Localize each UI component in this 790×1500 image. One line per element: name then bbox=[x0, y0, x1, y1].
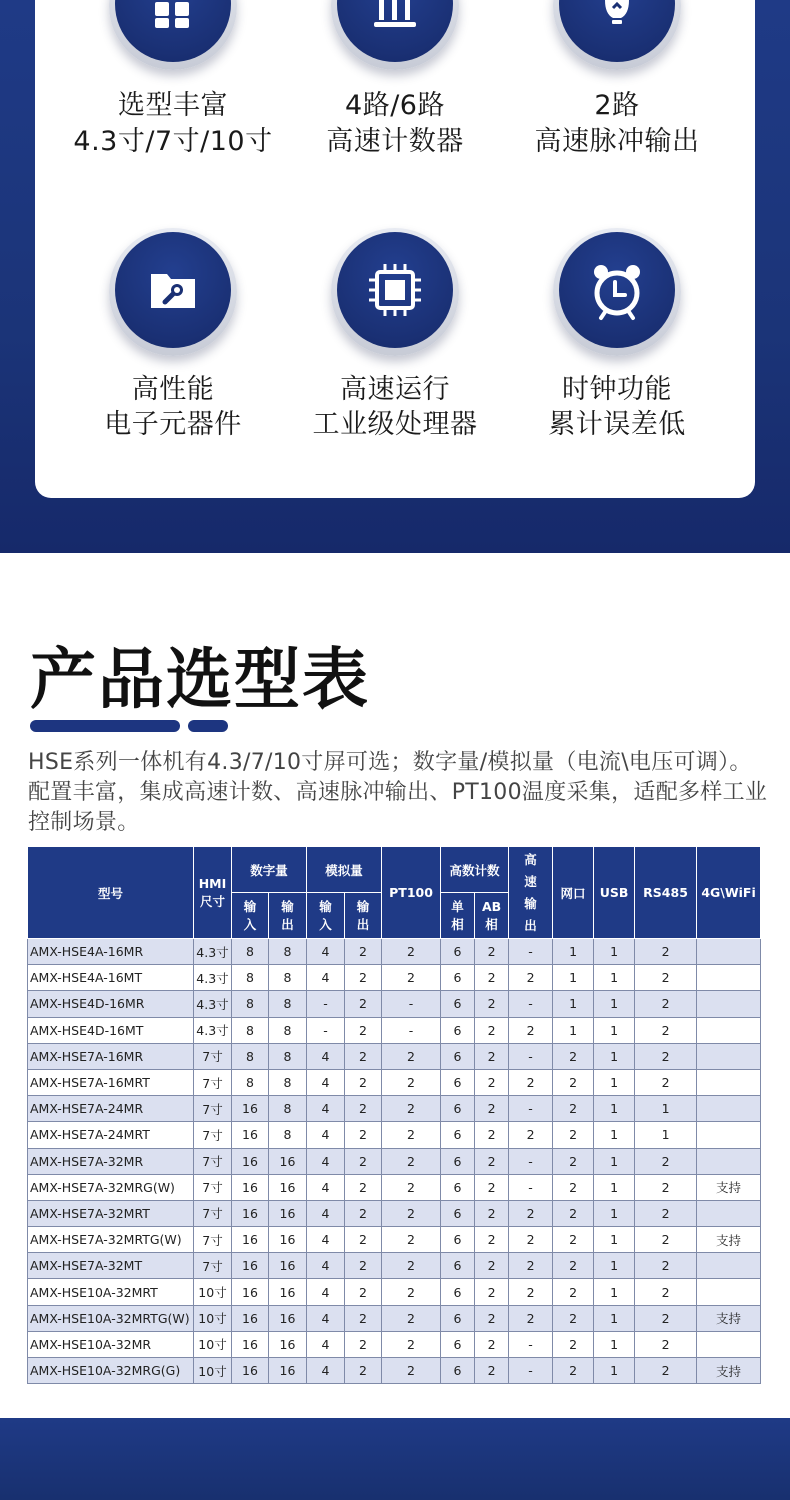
table-cell: 2 bbox=[635, 1200, 697, 1226]
alarm-clock-icon bbox=[585, 258, 649, 322]
table-cell: 支持 bbox=[697, 1174, 761, 1200]
section-intro: HSE系列一体机有4.3/7/10寸屏可选；数字量/模拟量（电流\电压可调）。配置丰富，集成高速计数、高速脉冲输出、PT100温度采集，适配多样工业控制场景。 bbox=[28, 750, 768, 835]
table-cell: 6 bbox=[441, 1122, 475, 1148]
table-row bbox=[28, 1174, 761, 1200]
table-cell: 2 bbox=[635, 1358, 697, 1384]
table-cell: 2 bbox=[475, 1069, 509, 1095]
table-cell: 2 bbox=[475, 965, 509, 991]
table-cell: 7寸 bbox=[194, 1043, 232, 1069]
table-row bbox=[28, 1148, 761, 1174]
table-cell: 2 bbox=[509, 1122, 553, 1148]
header-hsc-single: 单相 bbox=[441, 893, 475, 939]
table-cell: 16 bbox=[269, 1279, 307, 1305]
table-cell: 2 bbox=[553, 1200, 594, 1226]
table-row bbox=[28, 1069, 761, 1095]
table-cell: 2 bbox=[475, 1043, 509, 1069]
table-cell: 10寸 bbox=[194, 1331, 232, 1357]
table-cell: 2 bbox=[553, 1331, 594, 1357]
table-cell: 16 bbox=[269, 1253, 307, 1279]
table-cell: 2 bbox=[382, 1096, 441, 1122]
table-cell: 6 bbox=[441, 991, 475, 1017]
feature-label-line1: 高速运行 bbox=[340, 374, 450, 405]
feature-card bbox=[35, 0, 755, 498]
table-cell: 2 bbox=[509, 1253, 553, 1279]
table-cell: 2 bbox=[635, 1305, 697, 1331]
table-cell: 2 bbox=[382, 1069, 441, 1095]
table-cell bbox=[697, 1043, 761, 1069]
table-cell: - bbox=[382, 991, 441, 1017]
header-analog: 模拟量 bbox=[307, 847, 382, 893]
table-cell bbox=[697, 1096, 761, 1122]
table-cell: 8 bbox=[269, 1017, 307, 1043]
table-cell: 2 bbox=[345, 1096, 382, 1122]
table-cell: 1 bbox=[594, 1043, 635, 1069]
table-cell: 2 bbox=[553, 1253, 594, 1279]
table-cell: 4 bbox=[307, 1305, 345, 1331]
table-row bbox=[28, 1043, 761, 1069]
table-cell: 8 bbox=[232, 939, 269, 965]
table-cell: 2 bbox=[475, 1279, 509, 1305]
header-hmi: HMI尺寸 bbox=[194, 847, 232, 939]
table-cell: 4 bbox=[307, 1043, 345, 1069]
table-cell: 支持 bbox=[697, 1305, 761, 1331]
table-cell: 6 bbox=[441, 1253, 475, 1279]
table-cell: 2 bbox=[553, 1043, 594, 1069]
table-cell: 4 bbox=[307, 1174, 345, 1200]
header-digital-out: 输出 bbox=[269, 893, 307, 939]
table-cell: 16 bbox=[232, 1253, 269, 1279]
table-cell bbox=[697, 965, 761, 991]
table-cell: 2 bbox=[382, 1227, 441, 1253]
model-cell: AMX-HSE7A-32MR bbox=[28, 1148, 194, 1174]
table-cell: 7寸 bbox=[194, 1174, 232, 1200]
table-cell: 7寸 bbox=[194, 1227, 232, 1253]
table-cell: 4 bbox=[307, 1227, 345, 1253]
table-cell bbox=[697, 1069, 761, 1095]
table-cell: 16 bbox=[269, 1358, 307, 1384]
table-cell: 4 bbox=[307, 965, 345, 991]
table-row bbox=[28, 1331, 761, 1357]
feature-label-line2: 电子元器件 bbox=[104, 409, 242, 440]
model-cell: AMX-HSE7A-32MRG(W) bbox=[28, 1174, 194, 1200]
header-rs485: RS485 bbox=[635, 847, 697, 939]
table-cell: 2 bbox=[475, 1174, 509, 1200]
table-cell: 16 bbox=[232, 1174, 269, 1200]
feature-label-line1: 2路 bbox=[594, 90, 640, 121]
table-cell: 2 bbox=[553, 1227, 594, 1253]
table-cell: 6 bbox=[441, 1017, 475, 1043]
table-cell bbox=[697, 1017, 761, 1043]
table-cell: 支持 bbox=[697, 1227, 761, 1253]
section-title: 产品选型表 bbox=[30, 641, 370, 718]
table-row bbox=[28, 1096, 761, 1122]
table-cell: 8 bbox=[269, 991, 307, 1017]
table-cell: 2 bbox=[475, 1305, 509, 1331]
header-hspo: 高速输出 bbox=[509, 847, 553, 939]
table-cell: 2 bbox=[553, 1358, 594, 1384]
header-analog-in: 输入 bbox=[307, 893, 345, 939]
table-cell: 2 bbox=[382, 1331, 441, 1357]
table-cell: 2 bbox=[635, 1017, 697, 1043]
table-cell: 2 bbox=[382, 1358, 441, 1384]
table-cell: 2 bbox=[345, 1253, 382, 1279]
table-cell: 16 bbox=[232, 1358, 269, 1384]
model-cell: AMX-HSE7A-16MRT bbox=[28, 1069, 194, 1095]
table-cell: 8 bbox=[269, 1122, 307, 1148]
header-hsc: 高数计数 bbox=[441, 847, 509, 893]
table-cell: 2 bbox=[382, 1305, 441, 1331]
table-cell: 16 bbox=[232, 1200, 269, 1226]
table-cell: 1 bbox=[594, 1122, 635, 1148]
model-cell: AMX-HSE10A-32MRTG(W) bbox=[28, 1305, 194, 1331]
table-cell: 2 bbox=[382, 939, 441, 965]
table-row bbox=[28, 1279, 761, 1305]
table-cell: 6 bbox=[441, 1305, 475, 1331]
table-cell: 2 bbox=[475, 1148, 509, 1174]
feature-label-line2: 累计误差低 bbox=[548, 409, 686, 440]
table-cell: 2 bbox=[635, 1279, 697, 1305]
table-cell: 1 bbox=[594, 1017, 635, 1043]
table-cell bbox=[697, 1148, 761, 1174]
table-cell: 6 bbox=[441, 1148, 475, 1174]
table-cell: 4 bbox=[307, 1096, 345, 1122]
table-cell: 2 bbox=[635, 939, 697, 965]
table-cell: 8 bbox=[269, 939, 307, 965]
table-cell: 6 bbox=[441, 1331, 475, 1357]
model-cell: AMX-HSE4D-16MT bbox=[28, 1017, 194, 1043]
table-cell: 1 bbox=[635, 1122, 697, 1148]
table-cell: 2 bbox=[475, 991, 509, 1017]
table-cell: 2 bbox=[509, 1227, 553, 1253]
table-cell: 16 bbox=[232, 1148, 269, 1174]
cpu-chip-icon bbox=[363, 258, 427, 322]
table-cell: 1 bbox=[594, 1200, 635, 1226]
table-cell: 1 bbox=[594, 1174, 635, 1200]
table-cell: 2 bbox=[635, 1331, 697, 1357]
bar-columns-icon bbox=[365, 0, 425, 34]
spec-table bbox=[27, 846, 761, 1384]
table-row bbox=[28, 1305, 761, 1331]
feature-label-line2: 工业级处理器 bbox=[312, 409, 478, 440]
table-cell: 2 bbox=[345, 1279, 382, 1305]
table-cell: 2 bbox=[475, 1227, 509, 1253]
table-cell: 2 bbox=[475, 1331, 509, 1357]
table-cell: 2 bbox=[553, 1279, 594, 1305]
folder-wrench-icon bbox=[143, 260, 203, 320]
table-cell: 2 bbox=[382, 1043, 441, 1069]
table-cell: 4 bbox=[307, 1331, 345, 1357]
table-cell: 2 bbox=[345, 1174, 382, 1200]
feature-label-line2: 高速脉冲输出 bbox=[534, 126, 700, 157]
model-cell: AMX-HSE10A-32MRT bbox=[28, 1279, 194, 1305]
table-cell: 6 bbox=[441, 1227, 475, 1253]
table-cell: - bbox=[382, 1017, 441, 1043]
table-cell: 16 bbox=[269, 1331, 307, 1357]
model-cell: AMX-HSE7A-24MR bbox=[28, 1096, 194, 1122]
title-underline-short bbox=[188, 720, 228, 732]
table-cell: - bbox=[509, 1096, 553, 1122]
table-cell: 2 bbox=[509, 1200, 553, 1226]
table-cell: 16 bbox=[232, 1227, 269, 1253]
table-cell: 2 bbox=[509, 1305, 553, 1331]
table-cell: 6 bbox=[441, 1279, 475, 1305]
table-cell: 16 bbox=[232, 1279, 269, 1305]
table-cell: 2 bbox=[382, 1279, 441, 1305]
table-cell: 16 bbox=[232, 1305, 269, 1331]
table-cell: 2 bbox=[553, 1148, 594, 1174]
table-cell: 8 bbox=[269, 965, 307, 991]
feature-label-line1: 4路/6路 bbox=[345, 90, 445, 121]
table-cell: 1 bbox=[594, 1096, 635, 1122]
table-cell: 1 bbox=[594, 1305, 635, 1331]
feature-label-line2: 4.3寸/7寸/10寸 bbox=[73, 126, 273, 157]
table-cell: 2 bbox=[475, 1096, 509, 1122]
table-cell: 16 bbox=[269, 1174, 307, 1200]
header-hsc-ab: AB相 bbox=[475, 893, 509, 939]
table-cell: 1 bbox=[594, 1148, 635, 1174]
table-cell: 2 bbox=[382, 1122, 441, 1148]
table-cell: 2 bbox=[345, 1122, 382, 1148]
table-cell: 2 bbox=[635, 1069, 697, 1095]
table-cell: 1 bbox=[594, 1358, 635, 1384]
model-cell: AMX-HSE10A-32MR bbox=[28, 1331, 194, 1357]
table-cell: 2 bbox=[345, 1305, 382, 1331]
table-cell bbox=[697, 1253, 761, 1279]
table-cell: 1 bbox=[594, 965, 635, 991]
table-row bbox=[28, 1017, 761, 1043]
table-cell: 4 bbox=[307, 1069, 345, 1095]
table-cell: 4 bbox=[307, 1148, 345, 1174]
table-cell: 2 bbox=[345, 1200, 382, 1226]
header-digital-in: 输入 bbox=[232, 893, 269, 939]
table-cell: 16 bbox=[269, 1227, 307, 1253]
table-cell: 2 bbox=[509, 1069, 553, 1095]
table-cell: 10寸 bbox=[194, 1305, 232, 1331]
table-cell bbox=[697, 939, 761, 965]
table-cell: - bbox=[509, 1331, 553, 1357]
table-cell: 1 bbox=[553, 939, 594, 965]
table-cell: 2 bbox=[345, 965, 382, 991]
table-cell: 4 bbox=[307, 939, 345, 965]
table-row bbox=[28, 965, 761, 991]
table-cell bbox=[697, 1331, 761, 1357]
table-cell bbox=[697, 991, 761, 1017]
table-cell: - bbox=[509, 1148, 553, 1174]
table-cell: 16 bbox=[232, 1331, 269, 1357]
table-cell: 1 bbox=[635, 1096, 697, 1122]
table-cell: - bbox=[509, 1358, 553, 1384]
table-cell: - bbox=[307, 991, 345, 1017]
table-cell: 2 bbox=[553, 1305, 594, 1331]
table-cell: - bbox=[509, 991, 553, 1017]
header-pt100: PT100 bbox=[382, 847, 441, 939]
table-cell: 7寸 bbox=[194, 1096, 232, 1122]
table-row bbox=[28, 1253, 761, 1279]
table-cell: 7寸 bbox=[194, 1253, 232, 1279]
model-cell: AMX-HSE4D-16MR bbox=[28, 991, 194, 1017]
table-cell: 2 bbox=[345, 1069, 382, 1095]
table-cell: 4 bbox=[307, 1200, 345, 1226]
table-cell: 6 bbox=[441, 939, 475, 965]
table-cell: 2 bbox=[635, 1227, 697, 1253]
feature-label-line2: 高速计数器 bbox=[326, 126, 464, 157]
table-cell: 4 bbox=[307, 1279, 345, 1305]
table-row bbox=[28, 991, 761, 1017]
table-cell: 2 bbox=[345, 1331, 382, 1357]
model-cell: AMX-HSE10A-32MRG(G) bbox=[28, 1358, 194, 1384]
table-cell: 1 bbox=[594, 1227, 635, 1253]
table-cell: 2 bbox=[475, 1017, 509, 1043]
table-cell: 16 bbox=[232, 1122, 269, 1148]
table-cell: 2 bbox=[635, 1253, 697, 1279]
table-cell: 4.3寸 bbox=[194, 1017, 232, 1043]
table-cell: 2 bbox=[382, 1148, 441, 1174]
table-cell: 16 bbox=[269, 1200, 307, 1226]
table-row bbox=[28, 1200, 761, 1226]
table-cell: 8 bbox=[269, 1096, 307, 1122]
table-row bbox=[28, 1122, 761, 1148]
table-cell: 4 bbox=[307, 1253, 345, 1279]
table-cell: 2 bbox=[475, 1358, 509, 1384]
model-cell: AMX-HSE7A-32MRTG(W) bbox=[28, 1227, 194, 1253]
table-cell: 8 bbox=[269, 1043, 307, 1069]
table-cell: 4 bbox=[307, 1122, 345, 1148]
table-row bbox=[28, 939, 761, 965]
table-row bbox=[28, 1358, 761, 1384]
table-cell: 1 bbox=[553, 991, 594, 1017]
table-cell: 16 bbox=[269, 1305, 307, 1331]
table-cell: 2 bbox=[345, 1043, 382, 1069]
table-cell: 6 bbox=[441, 1043, 475, 1069]
model-cell: AMX-HSE4A-16MR bbox=[28, 939, 194, 965]
table-cell: 6 bbox=[441, 1096, 475, 1122]
table-cell: 2 bbox=[635, 1148, 697, 1174]
table-cell: 1 bbox=[594, 939, 635, 965]
table-cell: 6 bbox=[441, 1174, 475, 1200]
table-cell: 4 bbox=[307, 1358, 345, 1384]
header-eth: 网口 bbox=[553, 847, 594, 939]
table-cell: 2 bbox=[475, 1122, 509, 1148]
table-cell: - bbox=[509, 1043, 553, 1069]
spec-table-body bbox=[28, 939, 761, 1384]
table-cell: 2 bbox=[475, 939, 509, 965]
table-cell: 2 bbox=[382, 1253, 441, 1279]
table-cell: 2 bbox=[509, 1279, 553, 1305]
table-cell bbox=[697, 1200, 761, 1226]
table-cell: - bbox=[509, 1174, 553, 1200]
table-cell: 2 bbox=[635, 965, 697, 991]
model-cell: AMX-HSE7A-16MR bbox=[28, 1043, 194, 1069]
table-cell: 2 bbox=[635, 991, 697, 1017]
table-cell: 2 bbox=[382, 1200, 441, 1226]
table-cell: 2 bbox=[345, 1017, 382, 1043]
model-cell: AMX-HSE7A-24MRT bbox=[28, 1122, 194, 1148]
table-cell: 2 bbox=[553, 1174, 594, 1200]
table-cell bbox=[697, 1279, 761, 1305]
table-cell: 10寸 bbox=[194, 1358, 232, 1384]
table-cell: 2 bbox=[635, 1174, 697, 1200]
model-cell: AMX-HSE7A-32MT bbox=[28, 1253, 194, 1279]
table-cell: 7寸 bbox=[194, 1200, 232, 1226]
table-cell: 6 bbox=[441, 1069, 475, 1095]
table-cell: 10寸 bbox=[194, 1279, 232, 1305]
table-cell: 4.3寸 bbox=[194, 965, 232, 991]
table-cell: 8 bbox=[232, 965, 269, 991]
table-cell: 7寸 bbox=[194, 1148, 232, 1174]
table-row bbox=[28, 1227, 761, 1253]
table-cell: 6 bbox=[441, 1200, 475, 1226]
table-cell: 支持 bbox=[697, 1358, 761, 1384]
table-cell: 2 bbox=[345, 1148, 382, 1174]
table-cell: 7寸 bbox=[194, 1069, 232, 1095]
table-cell: 16 bbox=[269, 1148, 307, 1174]
table-cell: 1 bbox=[594, 1279, 635, 1305]
table-cell: 2 bbox=[635, 1043, 697, 1069]
model-cell: AMX-HSE7A-32MRT bbox=[28, 1200, 194, 1226]
table-cell: 2 bbox=[345, 991, 382, 1017]
title-underline-long bbox=[30, 720, 180, 732]
header-usb: USB bbox=[594, 847, 635, 939]
table-cell: 1 bbox=[553, 965, 594, 991]
header-wifi: 4G\WiFi bbox=[697, 847, 761, 939]
bottom-blue-band bbox=[0, 1418, 790, 1500]
table-cell: 6 bbox=[441, 1358, 475, 1384]
table-cell: 2 bbox=[475, 1200, 509, 1226]
table-cell: 4.3寸 bbox=[194, 939, 232, 965]
table-cell: 2 bbox=[509, 965, 553, 991]
header-digital: 数字量 bbox=[232, 847, 307, 893]
table-cell: 2 bbox=[345, 939, 382, 965]
table-cell: 1 bbox=[594, 1331, 635, 1357]
feature-label-line1: 时钟功能 bbox=[562, 374, 672, 405]
table-cell: 8 bbox=[269, 1069, 307, 1095]
table-cell: 2 bbox=[553, 1096, 594, 1122]
table-cell: 6 bbox=[441, 965, 475, 991]
table-cell: - bbox=[509, 939, 553, 965]
table-cell: 8 bbox=[232, 1069, 269, 1095]
table-cell bbox=[697, 1122, 761, 1148]
table-cell: 1 bbox=[594, 1069, 635, 1095]
table-cell: 2 bbox=[345, 1227, 382, 1253]
table-cell: 8 bbox=[232, 991, 269, 1017]
table-cell: 2 bbox=[382, 965, 441, 991]
table-cell: 2 bbox=[509, 1017, 553, 1043]
lightbulb-icon bbox=[587, 0, 647, 34]
feature-label-line1: 选型丰富 bbox=[118, 90, 228, 121]
table-cell: 4.3寸 bbox=[194, 991, 232, 1017]
table-cell: 16 bbox=[232, 1096, 269, 1122]
table-cell: 8 bbox=[232, 1017, 269, 1043]
table-cell: 2 bbox=[382, 1174, 441, 1200]
table-cell: 1 bbox=[594, 991, 635, 1017]
header-model: 型号 bbox=[28, 847, 194, 939]
feature-label-line1: 高性能 bbox=[131, 374, 215, 405]
table-cell: 1 bbox=[594, 1253, 635, 1279]
table-cell: 1 bbox=[553, 1017, 594, 1043]
table-cell: 2 bbox=[553, 1069, 594, 1095]
table-cell: 2 bbox=[553, 1122, 594, 1148]
model-cell: AMX-HSE4A-16MT bbox=[28, 965, 194, 991]
table-cell: 2 bbox=[475, 1253, 509, 1279]
table-cell: 2 bbox=[345, 1358, 382, 1384]
table-cell: 7寸 bbox=[194, 1122, 232, 1148]
table-cell: 8 bbox=[232, 1043, 269, 1069]
grid-blocks-icon bbox=[143, 0, 203, 34]
header-analog-out: 输出 bbox=[345, 893, 382, 939]
table-cell: - bbox=[307, 1017, 345, 1043]
